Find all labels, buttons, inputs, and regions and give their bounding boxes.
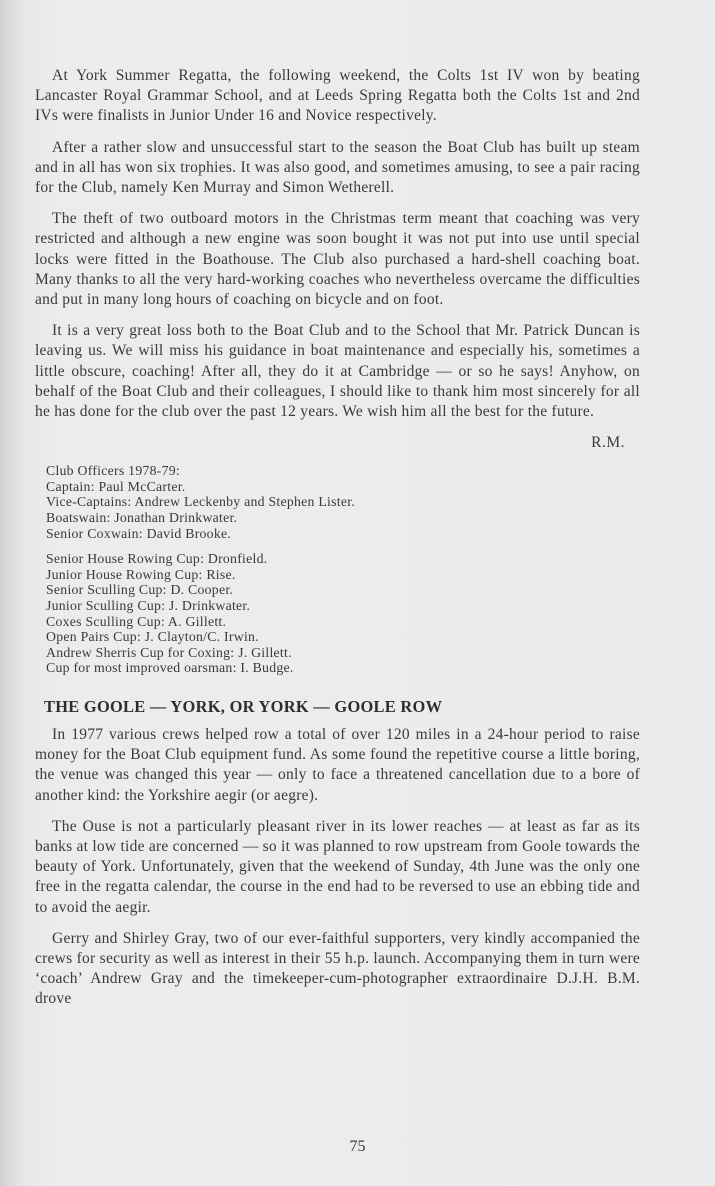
article-content xyxy=(35,66,640,1021)
paragraph-fundraising-row: In 1977 various crews helped row a total of over 120 miles in a 24-hour period to raise money for the Boat Club equipment fund. As some found the repetitive course a little boring, the venue was changed this year — only to face a threatened cancellation due to a bore of another kind: the Yorkshire aegir (or aegre). xyxy=(35,725,640,804)
officer-boatswain: Boatswain: Jonathan Drinkwater. xyxy=(46,510,238,526)
author-signature: R.M. xyxy=(591,434,625,452)
cups-list xyxy=(46,551,640,676)
paragraph-ouse-river: The Ouse is not a particularly pleasant river in its lower reaches — at least as far as its banks at low tide are concerned — so it was planned to row upstream from Goole towards the beauty of York. Unfortunately, given that the weekend of Sunday, 4th June was the only one free in the regatta calendar, the course in the end had to be reversed to use an ebbing tide and to avoid the aegir. xyxy=(35,817,640,916)
paragraph-outboard-theft: The theft of two outboard motors in the Christmas term meant that coaching was very restricted and although a new engine was soon bought it was not put into use until special locks were fitted in the Boathouse. The Club also purchased a hard-shell coaching boat. Many thanks to all the very hard-working coaches who nevertheless overcame the difficulties and put in many long hours of coaching on bicycle and on foot. xyxy=(35,210,640,309)
cup-senior-house-rowing: Senior House Rowing Cup: Dronfield. xyxy=(46,551,268,567)
officer-vice-captains: Vice-Captains: Andrew Leckenby and Stephen Lister. xyxy=(46,494,355,510)
cup-junior-sculling: Junior Sculling Cup: J. Drinkwater. xyxy=(46,598,251,613)
officer-senior-coxwain: Senior Coxwain: David Brooke. xyxy=(46,525,232,541)
cup-open-pairs: Open Pairs Cup: J. Clayton/C. Irwin. xyxy=(46,629,259,645)
officers-title: Club Officers 1978-79: xyxy=(46,463,180,479)
club-officers-list xyxy=(46,463,640,541)
paragraph-farewell-duncan: It is a very great loss both to the Boat Club and to the School that Mr. Patrick Duncan is leaving us. We will miss his guidance in boat maintenance and especially his, sometimes a little obscure, coaching! After all, they do it at Cambridge — or so he says! Anyhow, on behalf of the Boat Club and their colleagues, I should like to thank him most sincerely for all he has done for the club over the past 12 years. We wish him all the best for the future. xyxy=(35,322,640,421)
section-heading: THE GOOLE — YORK, OR YORK — GOOLE ROW xyxy=(44,696,443,716)
cup-coxes-sculling: Coxes Sculling Cup: A. Gillett. xyxy=(46,613,227,629)
cup-most-improved: Cup for most improved oarsman: I. Budge. xyxy=(46,660,294,676)
paragraph-supporters: Gerry and Shirley Gray, two of our ever-faithful supporters, very kindly accompanied the crews for security as well as interest in their 55 h.p. launch. Accompanying them in turn were ‘coach’ Andrew Gray and the timekeeper-cum-photographer extraordinaire D.J.H. B.M. drove xyxy=(35,929,640,1008)
paragraph-york-regatta: At York Summer Regatta, the following weekend, the Colts 1st IV won by beating Lancaster Royal Grammar School, and at Leeds Spring Regatta both the Colts 1st and 2nd IVs were finalists in Junior Under 16 and Novice respectively. xyxy=(35,67,640,125)
page-number: 75 xyxy=(349,1138,366,1155)
cup-andrew-sherris: Andrew Sherris Cup for Coxing: J. Gillett. xyxy=(46,644,292,660)
paragraph-season-summary: After a rather slow and unsuccessful start to the season the Boat Club has built up steam and in all has won six trophies. It was also good, and sometimes amusing, to see a pair racing for the Club, namely Ken Murray and Simon Wetherell. xyxy=(35,138,640,197)
officer-captain: Captain: Paul McCarter. xyxy=(46,478,186,494)
cup-junior-house-rowing: Junior House Rowing Cup: Rise. xyxy=(46,566,236,582)
cup-senior-sculling: Senior Sculling Cup: D. Cooper. xyxy=(46,582,234,598)
